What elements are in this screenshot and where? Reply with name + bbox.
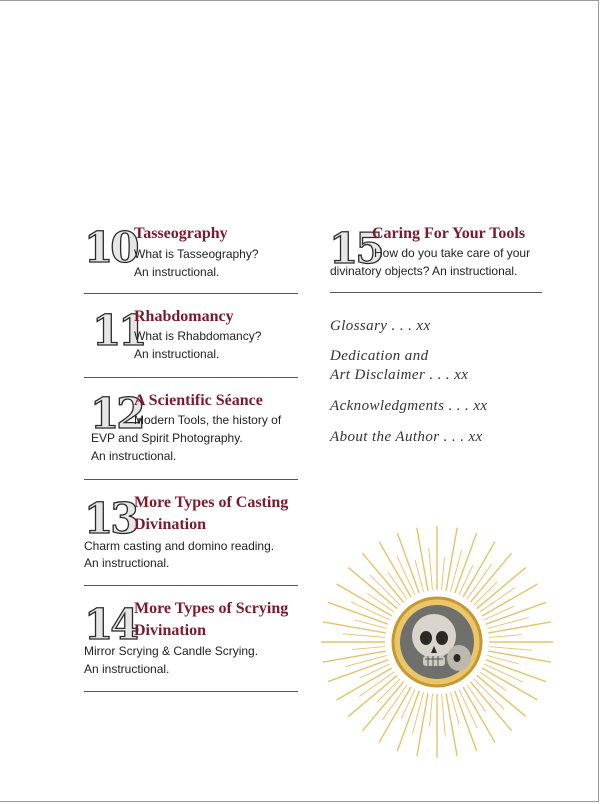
chapter-number: 14	[84, 600, 137, 649]
sun-ray	[352, 647, 385, 650]
chapter-number: 11	[92, 306, 145, 355]
sun-ray	[323, 622, 386, 633]
chapter-title: More Types of Casting	[134, 494, 289, 511]
toc-acknowledgments[interactable]: Acknowledgments . . . xx	[330, 398, 488, 414]
sun-ray	[477, 567, 526, 608]
chapter-desc: An instructional.	[84, 556, 170, 570]
divider	[84, 691, 298, 692]
sun-ray	[446, 528, 457, 591]
sun-ray	[442, 557, 445, 590]
sunburst-skull-illustration	[317, 522, 557, 762]
chapter-desc: Charm casting and domino reading.	[84, 539, 275, 553]
chapter-desc: Mirror Scrying & Candle Scrying.	[84, 644, 259, 658]
sun-ray	[360, 664, 390, 678]
sun-ray	[477, 675, 526, 716]
sun-ray	[489, 635, 522, 638]
toc-about-author[interactable]: About the Author . . . xx	[330, 429, 483, 445]
chapter-title: Divination	[134, 516, 207, 533]
chapter-desc: Modern Tools, the history of	[134, 413, 282, 427]
chapter-desc: An instructional.	[91, 449, 177, 463]
chapter-desc: How do you take care of your	[374, 246, 531, 260]
sun-ray	[442, 694, 446, 737]
sun-ray	[417, 693, 428, 756]
sun-ray	[488, 622, 551, 633]
chapter-title: Caring For Your Tools	[372, 225, 526, 242]
chapter-desc: An instructional.	[134, 347, 220, 361]
chapter-title: A Scientific Séance	[134, 392, 263, 409]
sun-ray	[470, 682, 511, 731]
sun-ray	[489, 647, 532, 651]
sun-ray	[446, 693, 457, 756]
chapter-desc: An instructional.	[134, 265, 220, 279]
chapter-desc: What is Rhabdomancy?	[134, 329, 262, 343]
divider	[84, 585, 298, 586]
chapter-number: 12	[90, 389, 143, 438]
chapter-title: Rhabdomancy	[134, 308, 234, 325]
sun-ray	[470, 553, 511, 602]
sun-ray	[348, 675, 397, 716]
toc-art-disclaimer[interactable]: Art Disclaimer . . . xx	[330, 367, 469, 383]
sun-ray	[417, 528, 428, 591]
divider	[84, 293, 298, 294]
divider	[84, 377, 298, 378]
toc-dedication[interactable]: Dedication and	[330, 348, 429, 364]
sun-ray	[362, 553, 403, 602]
sun-ray	[429, 547, 433, 590]
sun-ray	[488, 651, 551, 662]
sun-ray	[342, 634, 385, 638]
chapter-number: 10	[84, 223, 137, 272]
chapter-title: Tasseography	[134, 225, 228, 242]
chapter-desc: divinatory objects? An instructional.	[330, 264, 518, 278]
sun-ray	[459, 565, 473, 595]
sun-ray	[430, 694, 433, 727]
divider	[84, 479, 298, 480]
chapter-number: 13	[84, 494, 137, 543]
sun-ray	[323, 651, 386, 662]
divider	[330, 292, 542, 293]
sun-ray	[362, 682, 403, 731]
chapter-desc: What is Tasseography?	[134, 247, 259, 261]
sun-ray	[484, 606, 514, 620]
chapter-desc: An instructional.	[84, 662, 170, 676]
sun-ray	[348, 567, 397, 608]
chapter-title: More Types of Scrying	[134, 600, 289, 617]
chapter-title: Divination	[134, 622, 207, 639]
chapter-desc: EVP and Spirit Photography.	[91, 431, 243, 445]
chapter-number: 15	[329, 224, 382, 273]
sun-ray	[401, 689, 415, 719]
toc-glossary[interactable]: Glossary . . . xx	[330, 318, 431, 334]
